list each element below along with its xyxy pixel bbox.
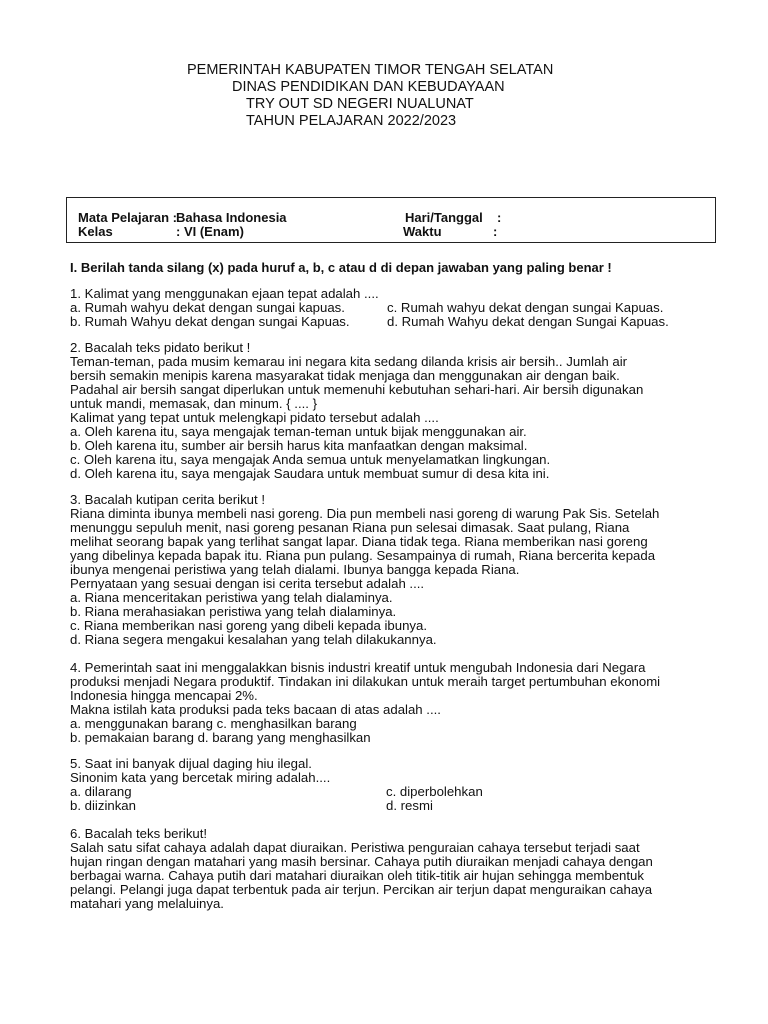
section-instruction: I. Berilah tanda silang (x) pada huruf a, b, c atau d di depan jawaban yang paling benar ! <box>70 260 612 275</box>
question-1-option-d: d. Rumah Wahyu dekat dengan Sungai Kapuas. <box>387 314 669 329</box>
question-6-line: 6. Bacalah teks berikut! <box>70 826 208 841</box>
question-3-line: Pernyataan yang sesuai dengan isi cerita tersebut adalah .... <box>70 576 425 591</box>
question-2 <box>70 341 700 481</box>
question-2-line: Padahal air bersih sangat diperlukan untuk memenuhi kebutuhan sehari-hari. Air bersih digunakan <box>70 382 644 397</box>
question-1-row-bd <box>70 315 700 329</box>
subject-label: Mata Pelajaran : <box>78 210 177 225</box>
question-5-option-b: b. diizinkan <box>70 798 136 813</box>
question-2-line: Teman-teman, pada musim kemarau ini negara kita sedang dilanda krisis air bersih.. Jumlah air <box>70 354 628 369</box>
question-2-option-b: b. Oleh karena itu, sumber air bersih harus kita manfaatkan dengan maksimal. <box>70 438 528 453</box>
question-2-line: 2. Bacalah teks pidato berikut ! <box>70 340 251 355</box>
question-3-line: melihat seorang bapak yang terlihat sangat lapar. Diana tidak tega. Riana memberikan nasi goreng <box>70 534 648 549</box>
question-5-option-a: a. dilarang <box>70 784 132 799</box>
question-1-stem: 1. Kalimat yang menggunakan ejaan tepat adalah .... <box>70 286 379 301</box>
question-4-options-ac: a. menggunakan barang c. menghasilkan barang <box>70 716 357 731</box>
question-6-line: berbagai warna. Cahaya putih dari matahari diuraikan oleh titik-titik air hujan sehingga membentuk <box>70 868 644 883</box>
question-5 <box>70 757 700 813</box>
header-exam-title: TRY OUT SD NEGERI NUALUNAT <box>246 96 474 112</box>
question-4-line: 4. Pemerintah saat ini menggalakkan bisnis industri kreatif untuk mengubah Indonesia dari Negara <box>70 660 646 675</box>
question-1-option-b: b. Rumah Wahyu dekat dengan sungai Kapuas. <box>70 314 350 329</box>
time-label: Waktu <box>403 224 442 239</box>
question-6-line: hujan ringan dengan matahari yang masih bersinar. Cahaya putih diuraikan menjadi cahaya dengan <box>70 854 653 869</box>
question-3-line: Riana diminta ibunya membeli nasi goreng. Dia pun membeli nasi goreng di warung Pak Sis. Setelah <box>70 506 660 521</box>
question-4-line: Indonesia hingga mencapai 2%. <box>70 688 258 703</box>
header-school-year: TAHUN PELAJARAN 2022/2023 <box>246 113 457 129</box>
question-5-row-bd <box>70 799 700 813</box>
question-5-row-ac <box>70 785 700 799</box>
question-2-line: bersih semakin menipis karena masyarakat tidak menjaga dan menggunakan air dengan baik. <box>70 368 620 383</box>
question-4-options-bd: b. pemakaian barang d. barang yang menghasilkan <box>70 730 371 745</box>
exam-info-box <box>66 197 716 243</box>
question-1-option-a: a. Rumah wahyu dekat dengan sungai kapuas. <box>70 300 345 315</box>
question-6 <box>70 827 700 911</box>
question-3-option-c: c. Riana memberikan nasi goreng yang dibeli kepada ibunya. <box>70 618 428 633</box>
question-5-prompt: Sinonim kata yang bercetak miring adalah.... <box>70 770 331 785</box>
header-government: PEMERINTAH KABUPATEN TIMOR TENGAH SELATAN <box>187 62 554 78</box>
question-2-option-d: d. Oleh karena itu, saya mengajak Saudara untuk membuat sumur di desa kita ini. <box>70 466 550 481</box>
question-5-stem: 5. Saat ini banyak dijual daging hiu ilegal. <box>70 756 312 771</box>
question-3-option-a: a. Riana menceritakan peristiwa yang telah dialaminya. <box>70 590 393 605</box>
question-5-option-d: d. resmi <box>386 798 433 813</box>
question-4 <box>70 661 700 745</box>
question-4-line: Makna istilah kata produksi pada teks bacaan di atas adalah .... <box>70 702 441 717</box>
question-2-option-c: c. Oleh karena itu, saya mengajak Anda semua untuk menyelamatkan lingkungan. <box>70 452 551 467</box>
question-6-line: pelangi. Pelangi juga dapat terbentuk pada air terjun. Percikan air terjun dapat menguraikan cahaya <box>70 882 653 897</box>
question-5-option-c: c. diperbolehkan <box>386 784 483 799</box>
question-3-option-d: d. Riana segera mengakui kesalahan yang telah dilakukannya. <box>70 632 437 647</box>
question-2-line: Kalimat yang tepat untuk melengkapi pidato tersebut adalah .... <box>70 410 439 425</box>
question-4-line: produksi menjadi Negara produktif. Tindakan ini dilakukan untuk meraih target pertumbuhan ekonomi <box>70 674 661 689</box>
question-2-option-a: a. Oleh karena itu, saya mengajak teman-teman untuk bijak menggunakan air. <box>70 424 527 439</box>
class-value: : VI (Enam) <box>176 224 244 239</box>
question-3-option-b: b. Riana merahasiakan peristiwa yang telah dialaminya. <box>70 604 397 619</box>
question-3-line: yang dibelinya kepada bapak itu. Riana pun pulang. Sesampainya di rumah, Riana bercerita kepada <box>70 548 656 563</box>
question-6-line: matahari yang melaluinya. <box>70 896 224 911</box>
date-colon: : <box>497 210 502 225</box>
question-3-line: menunggu sepuluh menit, nasi goreng pesanan Riana pun selesai dimasak. Saat pulang, Riana <box>70 520 630 535</box>
question-3 <box>70 493 700 647</box>
question-2-line: untuk mandi, memasak, dan minum. { .... } <box>70 396 318 411</box>
question-3-line: 3. Bacalah kutipan cerita berikut ! <box>70 492 265 507</box>
question-1-row-ac <box>70 301 700 315</box>
time-colon: : <box>493 224 498 239</box>
question-3-line: ibunya mengenai peristiwa yang telah dialami. Ibunya bangga kepada Riana. <box>70 562 520 577</box>
subject-value: Bahasa Indonesia <box>176 210 287 225</box>
question-1 <box>70 287 700 329</box>
question-6-line: Salah satu sifat cahaya adalah dapat diuraikan. Peristiwa penguraian cahaya tersebut terjadi saat <box>70 840 640 855</box>
date-label: Hari/Tanggal <box>405 210 483 225</box>
header-department: DINAS PENDIDIKAN DAN KEBUDAYAAN <box>232 79 505 95</box>
class-label: Kelas <box>78 224 113 239</box>
question-1-option-c: c. Rumah wahyu dekat dengan sungai Kapuas. <box>387 300 664 315</box>
